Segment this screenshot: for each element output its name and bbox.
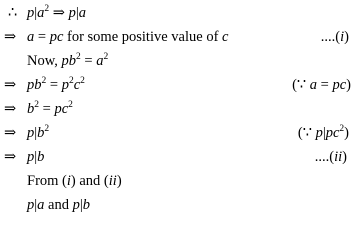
equation-label-i: ....(i) xyxy=(320,29,349,45)
proof-line-7 xyxy=(0,146,353,169)
proof-line-text: p|b xyxy=(27,149,45,165)
proof-line-2 xyxy=(0,26,353,49)
implies-symbol: ⇒ xyxy=(4,77,17,93)
proof-line-9 xyxy=(0,194,353,217)
proof-line-text: $p|a^2$ ⇒ p|a xyxy=(27,4,86,21)
proof-line-text: Now, $pb^2 = a^2$ xyxy=(27,52,109,69)
proof-line-text: $b^2 = pc^2$ xyxy=(27,100,73,117)
implies-symbol: ⇒ xyxy=(4,149,17,165)
proof-line-1 xyxy=(0,2,353,25)
proof-line-text: $p|b^2$ xyxy=(27,124,50,141)
justification-note: (∵ a = pc) xyxy=(292,77,351,93)
implies-symbol: ⇒ xyxy=(4,29,17,45)
justification-note: (∵ $p|pc^2$) xyxy=(297,124,349,141)
proof-line-5 xyxy=(0,98,353,121)
proof-line-6 xyxy=(0,122,353,145)
implies-symbol: ⇒ xyxy=(4,101,17,117)
proof-line-8 xyxy=(0,170,353,193)
equation-label-ii: ....(ii) xyxy=(314,149,347,165)
proof-line-text: From (i) and (ii) xyxy=(27,173,122,189)
proof-line-3 xyxy=(0,50,353,73)
proof-line-text: a = pc for some positive value of c xyxy=(27,29,229,45)
proof-line-text: $pb^2 = p^2c^2$ xyxy=(27,76,85,93)
therefore-symbol: ∴ xyxy=(8,5,18,21)
proof-line-text: p|a and p|b xyxy=(27,197,90,213)
implies-symbol: ⇒ xyxy=(4,125,17,141)
proof-line-4 xyxy=(0,74,353,97)
